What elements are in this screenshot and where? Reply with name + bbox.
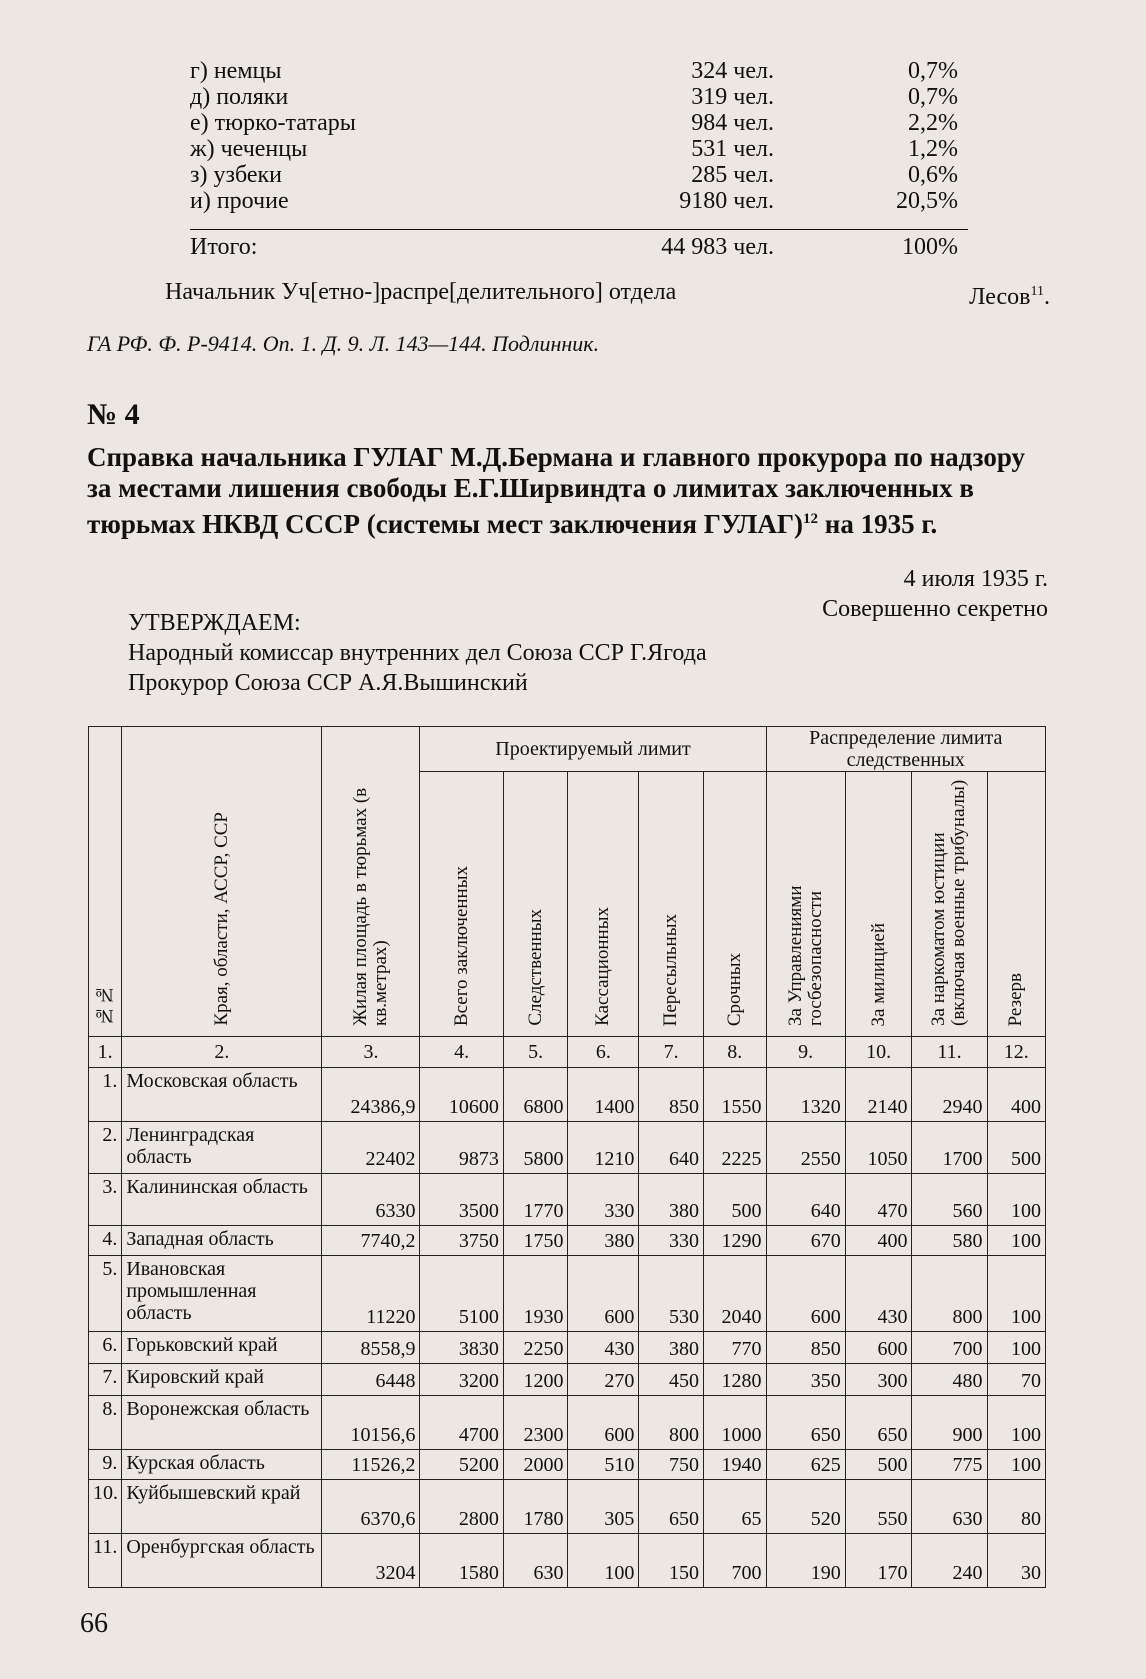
table-cell: 1210 [568,1122,639,1174]
stat-percent: 0,7% [908,58,958,84]
region-name: Ленинградская область [122,1122,322,1174]
table-cell: 2000 [503,1450,568,1480]
table-cell: 3500 [420,1174,503,1226]
table-cell: 630 [503,1534,568,1588]
row-number: 10. [89,1480,122,1534]
header-living-area: Жилая площадь в тюрьмах (в кв.метрах) [322,727,420,1037]
table-cell: 430 [845,1256,912,1332]
table-cell: 3200 [420,1364,503,1396]
table-cell: 1780 [503,1480,568,1534]
table-cell: 670 [766,1226,845,1256]
table-cell: 100 [987,1174,1046,1226]
table-cell: 380 [639,1332,704,1364]
table-cell: 900 [912,1396,987,1450]
row-number: 8. [89,1396,122,1450]
table-cell: 600 [766,1256,845,1332]
table-cell: 560 [912,1174,987,1226]
table-row [89,1068,1046,1122]
signature-role: Начальник Уч[етно-]распре[делительного] отдела [165,279,677,305]
stat-percent: 0,6% [908,162,958,188]
table-cell: 2225 [703,1122,766,1174]
header-cassation: Кассационных [568,772,639,1037]
table-cell: 750 [639,1450,704,1480]
column-index-row [89,1037,1046,1068]
region-name: Воронежская область [122,1396,322,1450]
page-number: 66 [80,1608,108,1639]
table-cell: 1200 [503,1364,568,1396]
table-cell: 625 [766,1450,845,1480]
total-divider [190,229,968,230]
table-cell: 850 [639,1068,704,1122]
table-cell: 500 [703,1174,766,1226]
table-cell: 150 [639,1534,704,1588]
signature-name: Лесов$^{11}$. [969,284,1050,310]
stat-label: ж) чеченцы [190,136,308,162]
table-cell: 3830 [420,1332,503,1364]
table-cell: 330 [568,1174,639,1226]
region-name: Калининская область [122,1174,322,1226]
col-index: 10. [845,1037,912,1068]
table-cell: 510 [568,1450,639,1480]
stat-count: 9180 чел. [679,188,774,214]
table-cell: 100 [568,1534,639,1588]
table-cell: 1400 [568,1068,639,1122]
stat-count: 285 чел. [691,162,774,188]
table-cell: 80 [987,1480,1046,1534]
row-number: 6. [89,1332,122,1364]
region-name: Курская область [122,1450,322,1480]
col-index: 11. [912,1037,987,1068]
table-cell: 1320 [766,1068,845,1122]
table-cell: 580 [912,1226,987,1256]
stat-label: Итого: [190,234,258,260]
table-row [89,1480,1046,1534]
table-cell: 1930 [503,1256,568,1332]
header-group-projected: Проектируемый лимит [420,727,766,772]
table-cell: 1700 [912,1122,987,1174]
table-cell: 430 [568,1332,639,1364]
header-investigative: Следственных [503,772,568,1037]
table-row [89,1256,1046,1332]
table-cell: 6800 [503,1068,568,1122]
table-cell: 520 [766,1480,845,1534]
table-cell: 380 [639,1174,704,1226]
table-cell: 500 [987,1122,1046,1174]
approve-label: УТВЕРЖДАЕМ: [128,610,301,636]
approval-block [128,608,707,698]
col-index: 3. [322,1037,420,1068]
stat-row [190,188,970,215]
col-index: 8. [703,1037,766,1068]
stat-label: и) прочие [190,188,289,214]
table-cell: 600 [568,1396,639,1450]
header-gb: За Управлениями госбезопасности [766,772,845,1037]
table-cell: 2140 [845,1068,912,1122]
table-row [89,1226,1046,1256]
table-cell: 1050 [845,1122,912,1174]
document-date-block [822,564,1048,624]
table-cell: 170 [845,1534,912,1588]
region-name: Куйбышевский край [122,1480,322,1534]
table-cell: 630 [912,1480,987,1534]
table-row [89,1450,1046,1480]
table-cell: 100 [987,1226,1046,1256]
table-cell: 600 [568,1256,639,1332]
stat-count: 531 чел. [691,136,774,162]
stat-label: д) поляки [190,84,289,110]
document-number: № 4 [87,398,140,431]
table-cell: 22402 [322,1122,420,1174]
table-cell: 530 [639,1256,704,1332]
stat-count: 324 чел. [691,58,774,84]
table-row [89,1332,1046,1364]
col-index: 9. [766,1037,845,1068]
table-cell: 65 [703,1480,766,1534]
approver-1: Народный комиссар внутренних дел Союза ССР Г.Ягода [128,640,707,666]
table-cell: 7740,2 [322,1226,420,1256]
archive-reference: ГА РФ. Ф. Р-9414. Оп. 1. Д. 9. Л. 143—144. Подлинник. [87,331,600,356]
table-cell: 100 [987,1256,1046,1332]
stat-percent: 2,2% [908,110,958,136]
table-cell: 6330 [322,1174,420,1226]
table-cell: 300 [845,1364,912,1396]
table-cell: 8558,9 [322,1332,420,1364]
row-number: 4. [89,1226,122,1256]
stat-row [190,58,970,85]
approver-2: Прокурор Союза ССР А.Я.Вышинский [128,670,528,696]
table-cell: 1550 [703,1068,766,1122]
table-cell: 30 [987,1534,1046,1588]
col-index: 12. [987,1037,1046,1068]
table-cell: 2940 [912,1068,987,1122]
table-cell: 11526,2 [322,1450,420,1480]
table-row [89,1174,1046,1226]
region-name: Горьковский край [122,1332,322,1364]
table-cell: 1000 [703,1396,766,1450]
table-cell: 400 [845,1226,912,1256]
stat-percent: 0,7% [908,84,958,110]
limits-table [88,726,1046,1588]
table-cell: 4700 [420,1396,503,1450]
header-transit: Пересыльных [639,772,704,1037]
table-cell: 700 [703,1534,766,1588]
col-index: 1. [89,1037,122,1068]
stat-label: г) немцы [190,58,282,84]
table-cell: 700 [912,1332,987,1364]
table-cell: 380 [568,1226,639,1256]
table-cell: 650 [766,1396,845,1450]
table-cell: 1940 [703,1450,766,1480]
row-number: 5. [89,1256,122,1332]
table-cell: 850 [766,1332,845,1364]
region-name: Оренбургская область [122,1534,322,1588]
header-militia: За милицией [845,772,912,1037]
table-cell: 1770 [503,1174,568,1226]
table-cell: 550 [845,1480,912,1534]
header-sentenced: Срочных [703,772,766,1037]
row-number: 7. [89,1364,122,1396]
stat-row [190,136,970,163]
table-cell: 5100 [420,1256,503,1332]
table-cell: 24386,9 [322,1068,420,1122]
table-cell: 1580 [420,1534,503,1588]
stat-label: е) тюрко-татары [190,110,356,136]
col-index: 7. [639,1037,704,1068]
table-cell: 100 [987,1396,1046,1450]
table-cell: 1290 [703,1226,766,1256]
table-cell: 800 [639,1396,704,1450]
stat-row [190,84,970,111]
table-cell: 1280 [703,1364,766,1396]
table-body [89,1068,1046,1588]
table-cell: 9873 [420,1122,503,1174]
document-date: 4 июля 1935 г. [903,566,1048,592]
table-row [89,1122,1046,1174]
stat-percent: 1,2% [908,136,958,162]
table-cell: 600 [845,1332,912,1364]
region-name: Ивановская промышленная область [122,1256,322,1332]
table-cell: 770 [703,1332,766,1364]
table-cell: 800 [912,1256,987,1332]
table-cell: 650 [845,1396,912,1450]
table-cell: 470 [845,1174,912,1226]
row-number: 1. [89,1068,122,1122]
table-row [89,1396,1046,1450]
table-cell: 640 [766,1174,845,1226]
table-cell: 3204 [322,1534,420,1588]
row-number: 2. [89,1122,122,1174]
table-cell: 480 [912,1364,987,1396]
table-cell: 270 [568,1364,639,1396]
table-cell: 2040 [703,1256,766,1332]
table-cell: 2250 [503,1332,568,1364]
table-cell: 11220 [322,1256,420,1332]
table-cell: 10600 [420,1068,503,1122]
table-cell: 500 [845,1450,912,1480]
stat-percent: 20,5% [896,188,958,214]
table-cell: 3750 [420,1226,503,1256]
stat-percent: 100% [902,234,958,260]
table-cell: 100 [987,1450,1046,1480]
table-cell: 190 [766,1534,845,1588]
stat-row [190,110,970,137]
header-total: Всего заключенных [420,772,503,1037]
header-group-distribution: Распределение лимита следственных [766,727,1045,772]
stat-count: 319 чел. [691,84,774,110]
table-cell: 70 [987,1364,1046,1396]
table-row [89,1534,1046,1588]
classification-mark: Совершенно секретно [822,596,1048,622]
table-cell: 350 [766,1364,845,1396]
table-row [89,1364,1046,1396]
header-justice: За наркоматом юстиции (включая военные трибуналы) [912,772,987,1037]
stat-count: 984 чел. [691,110,774,136]
stat-row [190,162,970,189]
table-cell: 1750 [503,1226,568,1256]
table-cell: 400 [987,1068,1046,1122]
table-cell: 2300 [503,1396,568,1450]
table-cell: 450 [639,1364,704,1396]
table-cell: 640 [639,1122,704,1174]
stat-total-row [190,234,970,261]
col-index: 6. [568,1037,639,1068]
col-index: 5. [503,1037,568,1068]
col-index: 4. [420,1037,503,1068]
header-region: Края, области, АССР, ССР [122,727,322,1037]
header-number: №№ [89,727,122,1037]
row-number: 3. [89,1174,122,1226]
table-cell: 775 [912,1450,987,1480]
table-cell: 5800 [503,1122,568,1174]
table-cell: 240 [912,1534,987,1588]
table-cell: 6448 [322,1364,420,1396]
row-number: 11. [89,1534,122,1588]
row-number: 9. [89,1450,122,1480]
table-cell: 100 [987,1332,1046,1364]
region-name: Кировский край [122,1364,322,1396]
table-cell: 6370,6 [322,1480,420,1534]
col-index: 2. [122,1037,322,1068]
table-cell: 650 [639,1480,704,1534]
table-cell: 305 [568,1480,639,1534]
table-cell: 10156,6 [322,1396,420,1450]
region-name: Московская область [122,1068,322,1122]
table-cell: 2800 [420,1480,503,1534]
document-title: Справка начальника ГУЛАГ М.Д.Бермана и главного прокурора по надзору за местами лишения свободы Е.Г.Ширвиндта о лимитах заключенных в тюрьмах НКВД СССР (системы мест заключения ГУЛАГ)$^{12}$ на 1935 г. [87,442,1025,539]
table-cell: 330 [639,1226,704,1256]
stat-label: з) узбеки [190,162,283,188]
table-cell: 5200 [420,1450,503,1480]
region-name: Западная область [122,1226,322,1256]
table-cell: 2550 [766,1122,845,1174]
stat-count: 44 983 чел. [661,234,774,260]
header-reserve: Резерв [987,772,1046,1037]
